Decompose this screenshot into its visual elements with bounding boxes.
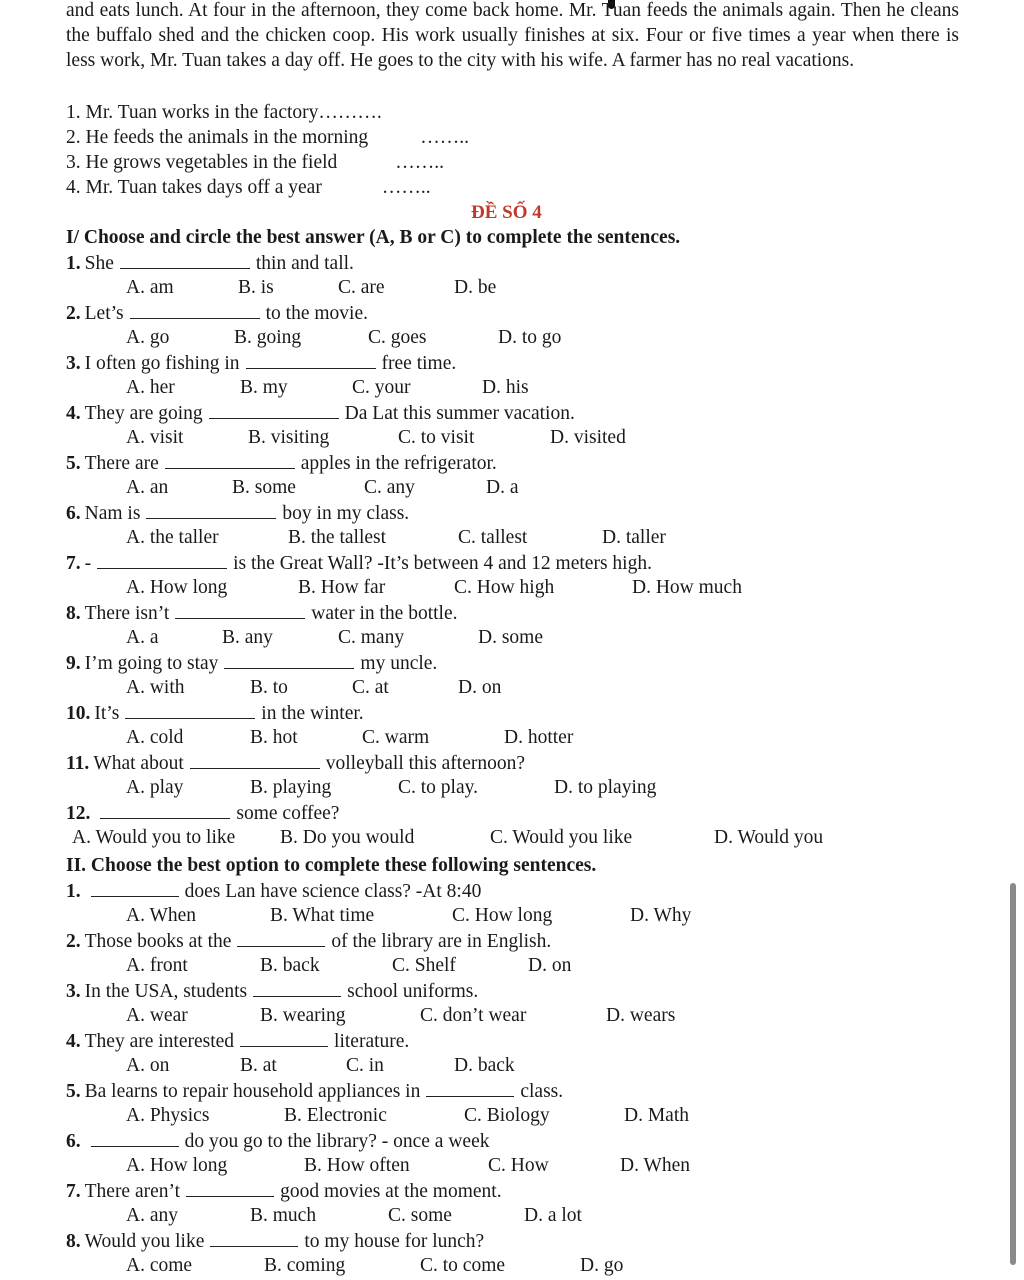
answer-blank[interactable] [120,250,250,269]
answer-blank[interactable] [146,500,276,519]
question-text-before: There are [84,453,159,474]
question-text-after: does Lan have science class? -At 8:40 [184,881,482,902]
answer-option[interactable]: D. to playing [554,777,657,798]
question-text-after: apples in the refrigerator. [300,453,497,474]
question-text-after: thin and tall. [255,253,354,274]
question-text-before: She [84,253,114,274]
answer-blank[interactable] [91,1128,179,1147]
answer-option[interactable]: C. Biology [464,1105,550,1126]
question [66,1228,484,1254]
answer-blank[interactable] [186,1178,274,1197]
question-text-before: Would you like [84,1231,205,1252]
answer-option[interactable]: C. How high [454,577,555,598]
answer-option[interactable]: D. be [454,277,497,298]
answer-blank[interactable] [210,1228,298,1247]
answer-option[interactable]: C. don’t wear [420,1005,527,1026]
section2-heading: II. Choose the best option to complete these following sentences. [66,855,597,876]
question-text-before: There aren’t [84,1181,181,1202]
question-text-after: to the movie. [265,303,368,324]
answer-option[interactable]: A. her [126,377,175,398]
answer-option[interactable]: C. Shelf [392,955,456,976]
answer-blank[interactable] [237,928,325,947]
question-number: 4. [66,1031,81,1052]
exam-title: ĐỀ SỐ 4 [471,202,542,223]
answer-option[interactable]: A. go [126,327,170,348]
question [66,300,368,326]
answer-option[interactable]: A. front [126,955,188,976]
answer-option[interactable]: B. to [250,677,288,698]
question [66,928,551,954]
answer-option[interactable]: A. come [126,1255,193,1276]
answer-option[interactable]: C. goes [368,327,427,348]
question-number: 3. [66,981,81,1002]
question [66,1078,563,1104]
answer-option[interactable]: C. to come [420,1255,506,1276]
answer-blank[interactable] [246,350,376,369]
question-number: 4. [66,403,81,424]
question [66,550,652,576]
answer-option[interactable]: B. playing [250,777,332,798]
question-text-after: Da Lat this summer vacation. [344,403,575,424]
answer-option[interactable]: C. many [338,627,405,648]
answer-option[interactable]: D. go [580,1255,624,1276]
question-text-after: school uniforms. [347,981,479,1002]
answer-option[interactable]: D. hotter [504,727,574,748]
question [66,700,364,726]
question-text-after: good movies at the moment. [280,1181,502,1202]
answer-option[interactable]: A. How long [126,577,228,598]
question-text-after: some coffee? [236,803,340,824]
question [66,450,497,476]
answer-option[interactable]: A. an [126,477,169,498]
question-number: 12. [66,803,91,824]
question-text-after: do you go to the library? - once a week [184,1131,490,1152]
answer-blank[interactable] [165,450,295,469]
answer-option[interactable]: D. taller [602,527,666,548]
answer-option[interactable]: C. to visit [398,427,475,448]
answer-option[interactable]: D. a lot [524,1205,582,1226]
answer-option[interactable]: A. wear [126,1005,188,1026]
question [66,750,525,776]
answer-option[interactable]: B. back [260,955,320,976]
answer-option[interactable]: A. When [126,905,197,926]
answer-option[interactable]: B. What time [270,905,375,926]
answer-option[interactable]: A. a [126,627,159,648]
question-number: 2. [66,931,81,952]
section1-heading: I/ Choose and circle the best answer (A, B or C) to complete the sentences. [66,227,681,248]
question-number: 7. [66,1181,81,1202]
answer-blank[interactable] [130,300,260,319]
question-number: 3. [66,353,81,374]
question-text-before: Nam is [84,503,141,524]
tf-statement: 2. He feeds the animals in the morning …….. [66,127,469,148]
answer-option[interactable]: D. How much [632,577,742,598]
answer-option[interactable]: A. visit [126,427,184,448]
question-text-after: my uncle. [360,653,438,674]
question [66,250,354,276]
answer-option[interactable]: D. Math [624,1105,689,1126]
answer-blank[interactable] [100,800,230,819]
question-text-after: is the Great Wall? -It’s between 4 and 12 meters high. [233,553,652,574]
question-text-before: I often go fishing in [84,353,240,374]
question-text-after: literature. [334,1031,410,1052]
question-number: 11. [66,753,90,774]
answer-option[interactable]: C. your [352,377,411,398]
question [66,500,409,526]
answer-blank[interactable] [97,550,227,569]
question-text-before: What about [93,753,184,774]
question-text-after: free time. [381,353,457,374]
answer-option[interactable]: C. to play. [398,777,478,798]
answer-option[interactable]: D. to go [498,327,562,348]
question [66,800,339,826]
answer-option[interactable]: A. Physics [126,1105,210,1126]
answer-option[interactable]: B. much [250,1205,317,1226]
answer-option[interactable]: D. on [458,677,502,698]
question-text-after: to my house for lunch? [304,1231,485,1252]
tf-statement: 4. Mr. Tuan takes days off a year …….. [66,177,431,198]
question-text-before: In the USA, students [84,981,248,1002]
question [66,878,481,904]
answer-option[interactable]: D. Would you [714,827,824,848]
question-text-after: volleyball this afternoon? [325,753,526,774]
question-number: 2. [66,303,81,324]
answer-option[interactable]: C. any [364,477,415,498]
question-number: 10. [66,703,91,724]
answer-option[interactable]: B. coming [264,1255,346,1276]
question-number: 5. [66,1081,81,1102]
question-text-after: class. [520,1081,564,1102]
answer-blank[interactable] [224,650,354,669]
answer-option[interactable]: B. visiting [248,427,330,448]
answer-option[interactable]: A. with [126,677,185,698]
reading-passage: and eats lunch. At four in the afternoon, they come back home. Mr. Tuan feeds the animals again. Then he cleans the buffalo shed and the chicken coop. His work usually finishes at six. Four or five times a year when there is less work, Mr. Tuan takes a day off. He goes to the city with his wife. A farmer has no real vacations. [66,0,959,71]
answer-blank[interactable] [209,400,339,419]
answer-option[interactable]: B. Do you would [280,827,415,848]
answer-option[interactable]: C. some [388,1205,452,1226]
answer-option[interactable]: C. are [338,277,385,298]
question-number: 5. [66,453,81,474]
answer-option[interactable]: A. cold [126,727,184,748]
answer-option[interactable]: A. play [126,777,184,798]
question-text-before: There isn’t [84,603,170,624]
scrollbar[interactable] [1010,883,1016,1265]
question-number: 6. [66,503,81,524]
answer-option[interactable]: A. on [126,1055,170,1076]
answer-option[interactable]: C. in [346,1055,384,1076]
answer-option[interactable]: B. going [234,327,302,348]
question [66,600,457,626]
answer-blank[interactable] [125,700,255,719]
question [66,400,575,426]
answer-option[interactable]: D. his [482,377,529,398]
question-text-after: boy in my class. [282,503,410,524]
answer-blank[interactable] [91,878,179,897]
answer-option[interactable]: B. Electronic [284,1105,387,1126]
answer-option[interactable]: B. my [240,377,288,398]
answer-blank[interactable] [190,750,320,769]
answer-blank[interactable] [175,600,305,619]
question-number: 8. [66,1231,81,1252]
answer-option[interactable]: C. Would you like [490,827,633,848]
question-number: 6. [66,1131,81,1152]
question-text-after: water in the bottle. [311,603,458,624]
question [66,1178,502,1204]
answer-option[interactable]: B. hot [250,727,298,748]
question-text-after: of the library are in English. [331,931,552,952]
answer-option[interactable]: C. How [488,1155,549,1176]
question-number: 7. [66,553,81,574]
answer-option[interactable]: D. wears [606,1005,676,1026]
answer-option[interactable]: B. at [240,1055,277,1076]
answer-option[interactable]: A. Would you to like [72,827,236,848]
answer-option[interactable]: A. am [126,277,174,298]
tf-statement: 3. He grows vegetables in the field …….. [66,152,445,173]
answer-option[interactable]: D. a [486,477,519,498]
question-text-before: They are interested [84,1031,235,1052]
question [66,978,478,1004]
answer-option[interactable]: C. warm [362,727,430,748]
question-text-after: in the winter. [261,703,364,724]
answer-option[interactable]: C. at [352,677,389,698]
question-text-before: I’m going to stay [84,653,219,674]
answer-option[interactable]: D. some [478,627,543,648]
answer-option[interactable]: A. any [126,1205,178,1226]
question-text-before: Those books at the [84,931,232,952]
answer-option[interactable]: D. on [528,955,572,976]
answer-option[interactable]: D. When [620,1155,691,1176]
answer-option[interactable]: B. How far [298,577,386,598]
question-number: 1. [66,253,81,274]
answer-option[interactable]: D. Why [630,905,692,926]
answer-option[interactable]: C. tallest [458,527,528,548]
answer-blank[interactable] [240,1028,328,1047]
question-text-before: They are going [84,403,203,424]
answer-option[interactable]: B. any [222,627,273,648]
answer-option[interactable]: A. the taller [126,527,219,548]
question-number: 1. [66,881,81,902]
answer-option[interactable]: A. How long [126,1155,228,1176]
question-text-before: - [84,553,92,574]
question-number: 9. [66,653,81,674]
answer-blank[interactable] [426,1078,514,1097]
question-number: 8. [66,603,81,624]
question [66,650,437,676]
question [66,1128,489,1154]
question-text-before: Ba learns to repair household appliances in [84,1081,421,1102]
answer-option[interactable]: B. wearing [260,1005,346,1026]
answer-option[interactable]: B. the tallest [288,527,387,548]
answer-option[interactable]: B. some [232,477,296,498]
answer-option[interactable]: D. visited [550,427,626,448]
question-text-before: It’s [94,703,120,724]
answer-option[interactable]: B. How often [304,1155,410,1176]
question-text-before: Let’s [84,303,124,324]
answer-option[interactable]: D. back [454,1055,515,1076]
tf-statement: 1. Mr. Tuan works in the factory………. [66,102,382,123]
question [66,350,456,376]
answer-blank[interactable] [253,978,341,997]
answer-option[interactable]: C. How long [452,905,553,926]
answer-option[interactable]: B. is [238,277,274,298]
question [66,1028,409,1054]
